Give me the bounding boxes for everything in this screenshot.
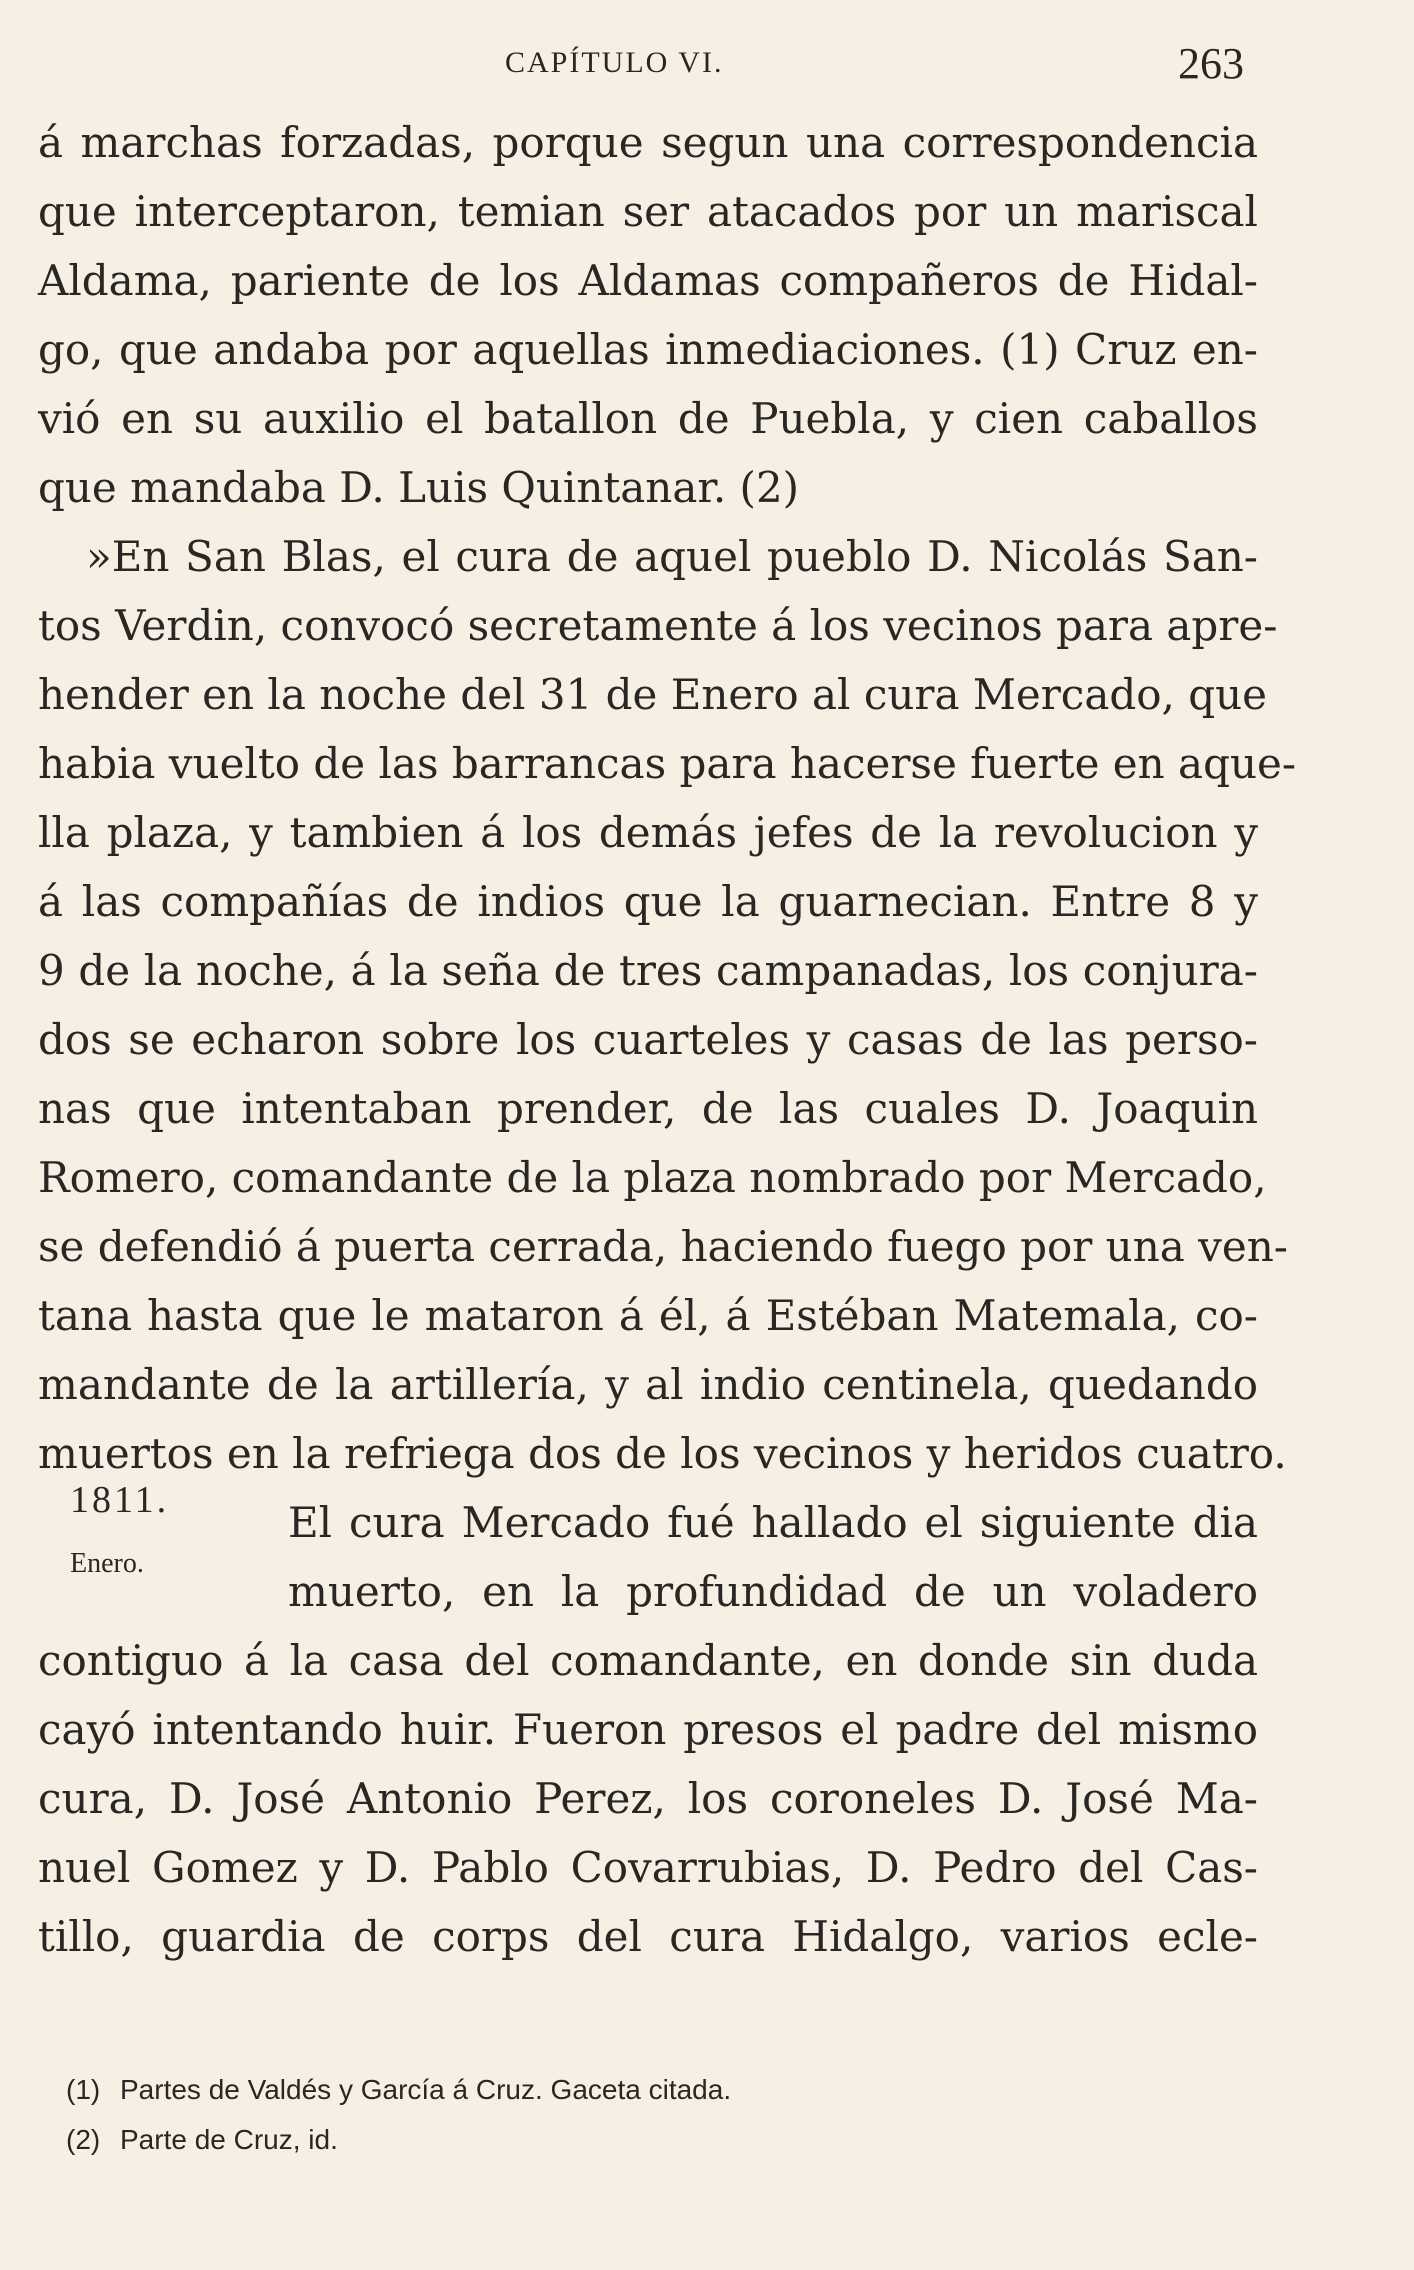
body-text <box>38 108 1297 1971</box>
text-line: go, que andaba por aquellas inmediaciones. (1) Cruz en- <box>38 325 1258 374</box>
text-line: lla plaza, y tambien á los demás jefes de la revolucion y <box>38 808 1258 857</box>
text-line: nas que intentaban prender, de las cuales D. Joaquin <box>38 1084 1258 1133</box>
footnote-mark: (1) <box>66 2074 101 2105</box>
footnote <box>66 2115 1166 2165</box>
text-line: 9 de la noche, á la seña de tres campanadas, los conjura- <box>38 946 1258 995</box>
text-line: nuel Gomez y D. Pablo Covarrubias, D. Pedro del Cas- <box>38 1843 1258 1892</box>
text-line: El cura Mercado fué hallado el siguiente dia <box>288 1498 1258 1547</box>
footnote-text: Parte de Cruz, id. <box>120 2124 338 2155</box>
text-line: vió en su auxilio el batallon de Puebla, y cien caballos <box>38 394 1258 443</box>
text-line: que interceptaron, temian ser atacados por un mariscal <box>38 187 1258 236</box>
footnote <box>66 2065 1166 2115</box>
text-line: á marchas forzadas, porque segun una correspondencia <box>38 118 1258 167</box>
footnotes <box>66 2065 1166 2165</box>
text-line: muertos en la refriega dos de los vecinos y heridos cuatro. <box>38 1429 1287 1478</box>
footnote-mark: (2) <box>66 2124 101 2155</box>
text-line: Aldama, pariente de los Aldamas compañeros de Hidal- <box>38 256 1258 305</box>
text-line: que mandaba D. Luis Quintanar. (2) <box>38 463 800 512</box>
footnote-text: Partes de Valdés y García á Cruz. Gaceta citada. <box>120 2074 732 2105</box>
text-line: Romero, comandante de la plaza nombrado por Mercado, <box>38 1153 1267 1202</box>
text-line: tos Verdin, convocó secretamente á los vecinos para apre- <box>38 601 1278 650</box>
text-line: muerto, en la profundidad de un voladero <box>288 1567 1258 1616</box>
text-line: tana hasta que le mataron á él, á Estéban Matemala, co- <box>38 1291 1258 1340</box>
text-line: mandante de la artillería, y al indio centinela, quedando <box>38 1360 1258 1409</box>
text-line: á las compañías de indios que la guarnecian. Entre 8 y <box>38 877 1258 926</box>
marginal-month: Enero. <box>70 1548 144 1579</box>
text-line: cayó intentando huir. Fueron presos el padre del mismo <box>38 1705 1258 1754</box>
text-line: se defendió á puerta cerrada, haciendo fuego por una ven- <box>38 1222 1288 1271</box>
text-line: hender en la noche del 31 de Enero al cura Mercado, que <box>38 670 1268 719</box>
running-head: CAPÍTULO VI. <box>505 46 724 79</box>
text-line: habia vuelto de las barrancas para hacerse fuerte en aque- <box>38 739 1297 788</box>
text-line: contiguo á la casa del comandante, en donde sin duda <box>38 1636 1258 1685</box>
text-line: »En San Blas, el cura de aquel pueblo D. Nicolás San- <box>86 532 1258 581</box>
page-header <box>0 38 1414 98</box>
text-line: dos se echaron sobre los cuarteles y casas de las perso- <box>38 1015 1258 1064</box>
page-number: 263 <box>1178 39 1244 88</box>
marginal-year: 1811. <box>70 1479 170 1521</box>
text-line: cura, D. José Antonio Perez, los coroneles D. José Ma- <box>38 1774 1258 1823</box>
text-line: tillo, guardia de corps del cura Hidalgo, varios ecle- <box>38 1912 1258 1961</box>
